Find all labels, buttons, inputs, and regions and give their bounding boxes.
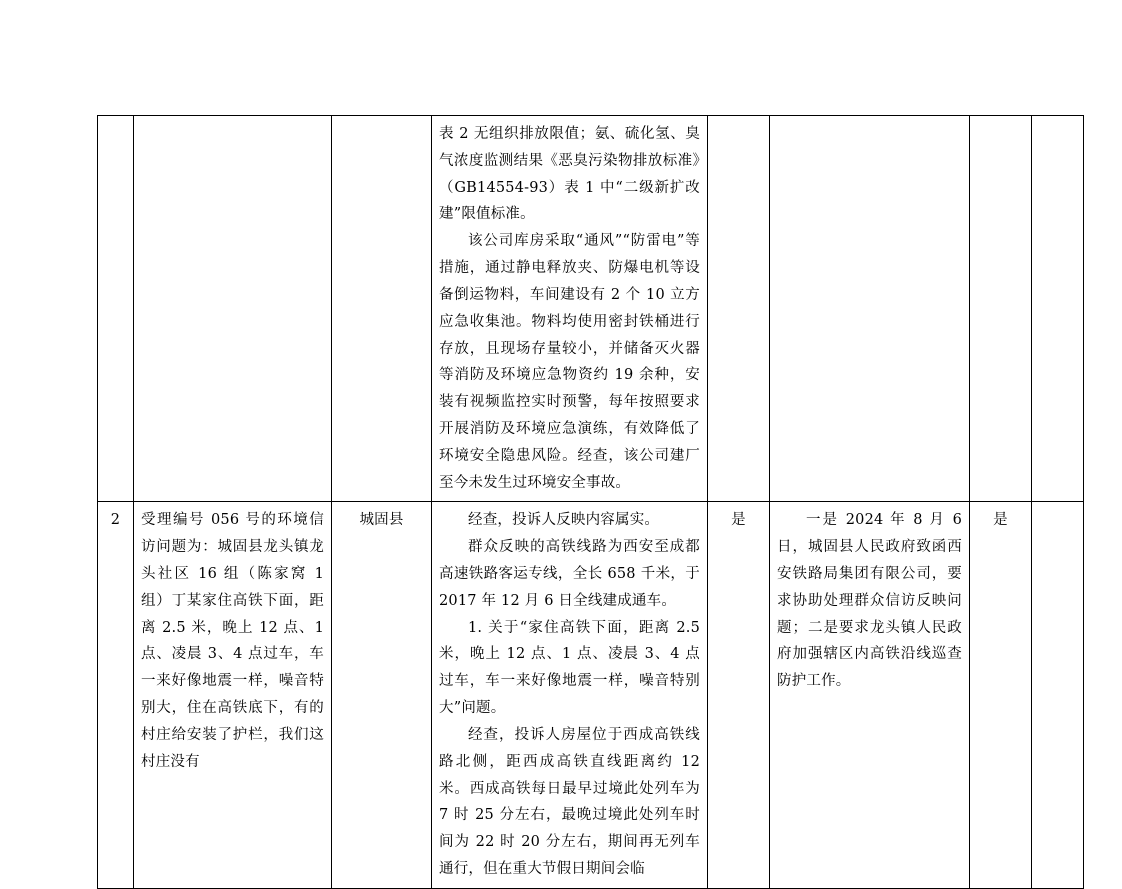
flag-a-cell: [708, 116, 770, 502]
result-paragraph: 群众反映的高铁线路为西安至成都高速铁路客运专线，全长 658 千米，于 2017 年 12 月 6 日全线建成通车。: [439, 539, 700, 609]
result-paragraph: 1. 关于“家住高铁下面，距离 2.5 米，晚上 12 点、1 点、凌晨 3、4 点过车，车一来好像地震一样，噪音特别大”问题。: [439, 619, 700, 717]
area-cell: 城固县: [332, 502, 432, 888]
measure-paragraph: 一是 2024 年 8 月 6 日，城固县人民政府致函西安铁路局集团有限公司，要求协助处理群众信访反映问题；二是要求龙头镇人民政府加强辖区内高铁沿线巡查防护工作。: [777, 512, 962, 690]
result-paragraph: 表 2 无组织排放限值；氨、硫化氢、臭气浓度监测结果《恶臭污染物排放标准》（GB14554-93）表 1 中“二级新扩改建”限值标准。: [439, 126, 700, 223]
result-cell: [432, 502, 708, 888]
table-row: [98, 502, 1084, 888]
area-cell: [332, 116, 432, 502]
result-paragraph: 该公司库房采取“通风”“防雷电”等措施，通过静电释放夹、防爆电机等设备倒运物料，车间建设有 2 个 10 立方应急收集池。物料均使用密封铁桶进行存放，且现场存量较小，并储备灭火器等消防及环境应急物资约 19 余种，安装有视频监控实时预警，每年按照要求开展消防及环境应急演练，有效降低了环境安全隐患风险。经查，该公司建厂至今未发生过环境安全事故。: [439, 233, 700, 491]
result-cell: [432, 116, 708, 502]
table-row: [98, 116, 1084, 502]
flag-c-cell: [1032, 116, 1084, 502]
result-paragraph: 经查，投诉人房屋位于西成高铁线路北侧，距西成高铁直线距离约 12 米。西成高铁每日最早过境此处列车为 7 时 25 分左右，最晚过境此处列车时间为 22 时 20 分左右，期间再无列车通行，但在重大节假日期间会临: [439, 726, 700, 877]
measure-cell: [770, 502, 970, 888]
row-number: 2: [98, 502, 134, 888]
measure-cell: [770, 116, 970, 502]
result-paragraph: 经查，投诉人反映内容属实。: [468, 512, 660, 529]
flag-b-cell: 是: [970, 502, 1032, 888]
flag-a-cell: 是: [708, 502, 770, 888]
flag-c-cell: [1032, 502, 1084, 888]
issue-cell: [134, 116, 332, 502]
investigation-table: [97, 115, 1084, 889]
issue-cell: [134, 502, 332, 888]
flag-b-cell: [970, 116, 1032, 502]
issue-text: 受理编号 056 号的环境信访问题为：城固县龙头镇龙头社区 16 组（陈家窝 1 组）丁某家住高铁下面，距离 2.5 米，晚上 12 点、1 点、凌晨 3、4 点过车，车一来好像地震一样，噪音特别大，住在高铁底下，有的村庄给安装了护栏，我们这村庄没有: [141, 512, 324, 770]
row-number: [98, 116, 134, 502]
